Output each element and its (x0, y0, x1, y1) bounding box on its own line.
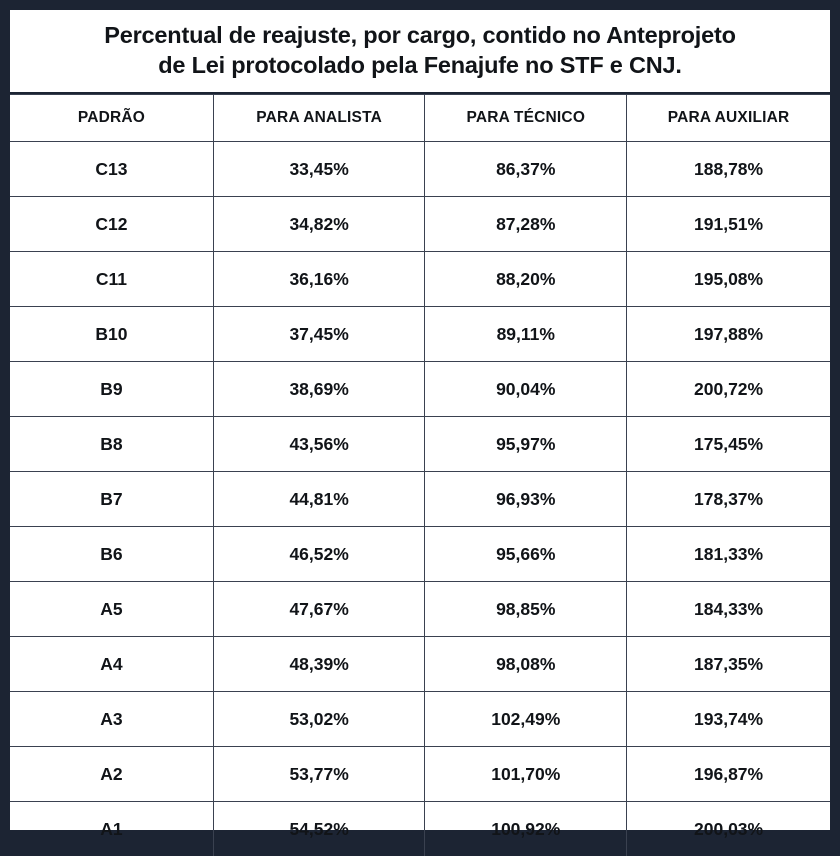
cell-auxiliar: 200,03% (627, 802, 830, 856)
cell-tecnico: 98,85% (425, 582, 627, 637)
column-header-auxiliar: PARA AUXILIAR (627, 95, 830, 142)
cell-tecnico: 101,70% (425, 747, 627, 802)
table-row (10, 417, 830, 472)
cell-padrao: B7 (10, 472, 213, 527)
cell-auxiliar: 181,33% (627, 527, 830, 582)
adjustment-percentage-table (10, 94, 830, 856)
cell-analista: 54,52% (213, 802, 425, 856)
cell-padrao: A3 (10, 692, 213, 747)
table-row (10, 142, 830, 197)
cell-padrao: C11 (10, 252, 213, 307)
cell-auxiliar: 178,37% (627, 472, 830, 527)
cell-analista: 48,39% (213, 637, 425, 692)
table-row (10, 307, 830, 362)
cell-tecnico: 100,92% (425, 802, 627, 856)
table-row (10, 527, 830, 582)
cell-analista: 46,52% (213, 527, 425, 582)
cell-analista: 53,77% (213, 747, 425, 802)
cell-padrao: A5 (10, 582, 213, 637)
cell-tecnico: 89,11% (425, 307, 627, 362)
cell-analista: 38,69% (213, 362, 425, 417)
cell-padrao: A4 (10, 637, 213, 692)
cell-padrao: B10 (10, 307, 213, 362)
cell-padrao: A2 (10, 747, 213, 802)
table-row (10, 472, 830, 527)
table-row (10, 802, 830, 856)
table-row (10, 747, 830, 802)
cell-auxiliar: 188,78% (627, 142, 830, 197)
cell-tecnico: 87,28% (425, 197, 627, 252)
table-row (10, 252, 830, 307)
cell-tecnico: 98,08% (425, 637, 627, 692)
cell-padrao: B9 (10, 362, 213, 417)
cell-tecnico: 102,49% (425, 692, 627, 747)
table-row (10, 197, 830, 252)
cell-tecnico: 86,37% (425, 142, 627, 197)
cell-auxiliar: 197,88% (627, 307, 830, 362)
cell-analista: 34,82% (213, 197, 425, 252)
cell-analista: 44,81% (213, 472, 425, 527)
cell-auxiliar: 195,08% (627, 252, 830, 307)
cell-analista: 36,16% (213, 252, 425, 307)
table-row (10, 582, 830, 637)
table-row (10, 637, 830, 692)
cell-tecnico: 95,97% (425, 417, 627, 472)
column-header-analista: PARA ANALISTA (213, 95, 425, 142)
cell-auxiliar: 193,74% (627, 692, 830, 747)
cell-padrao: B8 (10, 417, 213, 472)
cell-auxiliar: 196,87% (627, 747, 830, 802)
column-header-padrao: PADRÃO (10, 95, 213, 142)
table-header-row (10, 95, 830, 142)
cell-tecnico: 90,04% (425, 362, 627, 417)
cell-tecnico: 88,20% (425, 252, 627, 307)
cell-tecnico: 96,93% (425, 472, 627, 527)
cell-auxiliar: 187,35% (627, 637, 830, 692)
cell-analista: 43,56% (213, 417, 425, 472)
document-title (10, 10, 830, 94)
cell-auxiliar: 184,33% (627, 582, 830, 637)
title-line-2: de Lei protocolado pela Fenajufe no STF e CNJ. (158, 52, 682, 79)
cell-auxiliar: 175,45% (627, 417, 830, 472)
cell-padrao: C13 (10, 142, 213, 197)
cell-padrao: C12 (10, 197, 213, 252)
cell-analista: 37,45% (213, 307, 425, 362)
cell-tecnico: 95,66% (425, 527, 627, 582)
column-header-tecnico: PARA TÉCNICO (425, 95, 627, 142)
table-sheet (8, 8, 832, 839)
cell-analista: 47,67% (213, 582, 425, 637)
cell-auxiliar: 200,72% (627, 362, 830, 417)
cell-analista: 53,02% (213, 692, 425, 747)
title-line-1: Percentual de reajuste, por cargo, contido no Anteprojeto (104, 22, 736, 48)
cell-analista: 33,45% (213, 142, 425, 197)
table-row (10, 362, 830, 417)
table-row (10, 692, 830, 747)
cell-padrao: B6 (10, 527, 213, 582)
cell-auxiliar: 191,51% (627, 197, 830, 252)
cell-padrao: A1 (10, 802, 213, 856)
